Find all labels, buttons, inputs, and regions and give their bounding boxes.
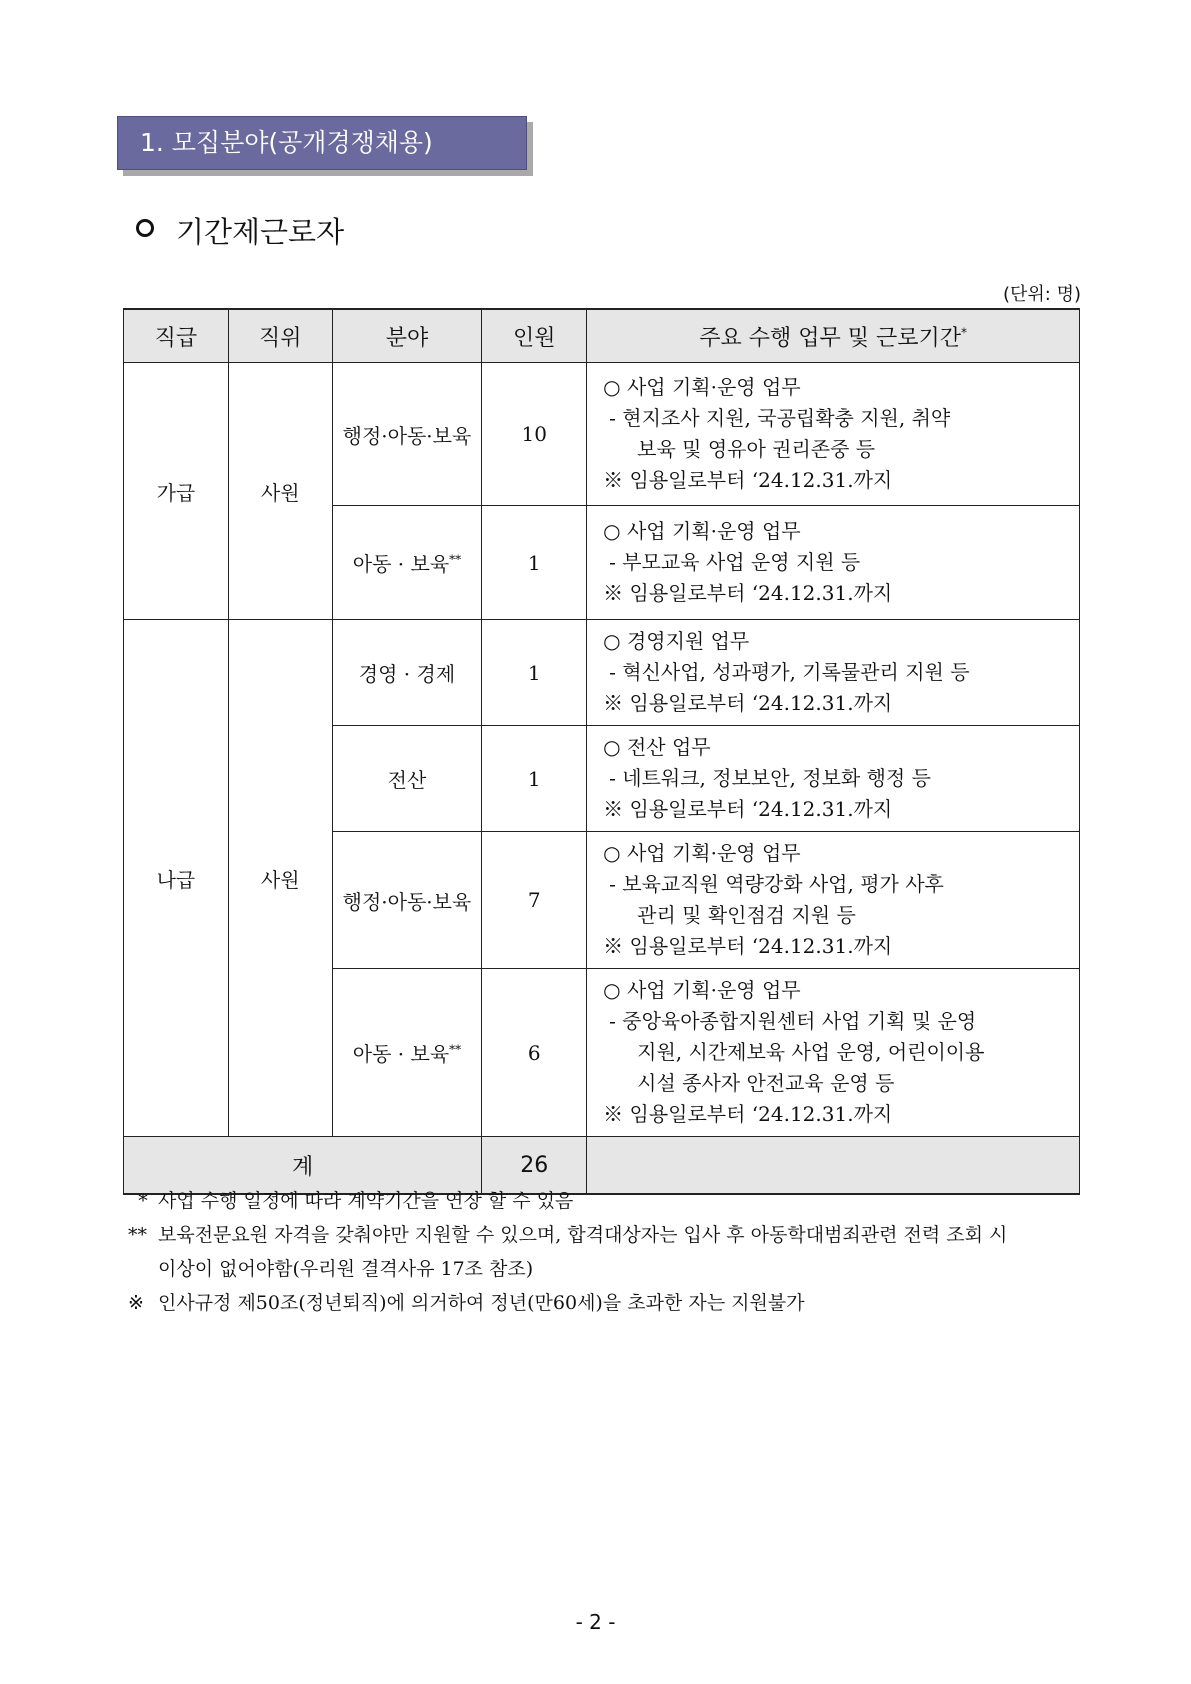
task-line: - 네트워크, 정보보안, 정보화 행정 등: [609, 766, 931, 790]
total-label: 계: [124, 1137, 482, 1195]
tasks-cell: [587, 969, 1080, 1137]
task-line: ※ 임용일로부터 ‘24.12.31.까지: [603, 934, 893, 958]
task-line: 지원, 시간제보육 사업 운영, 어린이이용: [637, 1040, 985, 1064]
field-cell: [332, 620, 482, 726]
field-text: 전산: [387, 768, 427, 792]
task-line: ○ 사업 기획·운영 업무: [603, 375, 801, 399]
table-row: [124, 363, 1080, 506]
task-line: ○ 전산 업무: [603, 735, 711, 759]
footnote: [128, 1218, 1007, 1252]
field-text: 아동 · 보육: [352, 552, 450, 576]
task-line: - 중앙육아종합지원센터 사업 기획 및 운영: [609, 1009, 977, 1033]
header-tasks: [587, 309, 1080, 363]
footnote-mark: **: [128, 1224, 147, 1246]
section-title-box: [117, 116, 527, 170]
field-cell: [332, 832, 482, 969]
field-mark: **: [449, 552, 462, 567]
recruitment-table: [123, 308, 1080, 1195]
tasks-cell: [587, 832, 1080, 969]
table-row: [124, 620, 1080, 726]
task-line: 관리 및 확인점검 지원 등: [637, 903, 856, 927]
task-line: ○ 사업 기획·운영 업무: [603, 841, 801, 865]
header-position: 직위: [228, 309, 332, 363]
field-cell: [332, 726, 482, 832]
footnote-text: 보육전문요원 자격을 갖춰야만 지원할 수 있으며, 합격대상자는 입사 후 아동학대범죄관련 전력 조회 시: [158, 1224, 1008, 1246]
task-line: - 현지조사 지원, 국공립확충 지원, 취약: [609, 406, 951, 430]
field-text: 경영 · 경제: [358, 662, 456, 686]
header-count: 인원: [482, 309, 587, 363]
footnote-text: 인사규정 제50조(정년퇴직)에 의거하여 정년(만60세)을 초과한 자는 지원불가: [158, 1292, 805, 1314]
tasks-cell: [587, 726, 1080, 832]
header-field: 분야: [332, 309, 482, 363]
grade-cell: 나급: [124, 620, 229, 1137]
count-cell: 1: [482, 726, 587, 832]
field-cell: [332, 363, 482, 506]
count-cell: 1: [482, 620, 587, 726]
field-text: 행정·아동·보육: [342, 423, 472, 448]
count-cell: 6: [482, 969, 587, 1137]
field-mark: **: [449, 1042, 462, 1057]
page-number: - 2 -: [575, 1610, 616, 1634]
footnote-text: 사업 수행 일정에 따라 계약기간을 연장 할 수 있음: [158, 1190, 574, 1212]
task-line: ※ 임용일로부터 ‘24.12.31.까지: [603, 691, 893, 715]
unit-label: (단위: 명): [1003, 284, 1081, 305]
header-tasks-text: 주요 수행 업무 및 근로기간: [699, 325, 961, 351]
footnote: [128, 1184, 1007, 1218]
grade-cell: 가급: [124, 363, 229, 620]
count-cell: 10: [482, 363, 587, 506]
header-grade: 직급: [124, 309, 229, 363]
footnote-continuation: 이상이 없어야함(우리원 결격사유 17조 참조): [158, 1258, 534, 1280]
total-count: 26: [482, 1137, 587, 1195]
task-line: ※ 임용일로부터 ‘24.12.31.까지: [603, 1102, 893, 1126]
task-line: - 보육교직원 역량강화 사업, 평가 사후: [609, 872, 944, 896]
task-line: ※ 임용일로부터 ‘24.12.31.까지: [603, 797, 893, 821]
footnote: [128, 1286, 1007, 1320]
tasks-cell: [587, 506, 1080, 620]
table-header-row: [124, 309, 1080, 363]
task-line: ※ 임용일로부터 ‘24.12.31.까지: [603, 581, 893, 605]
subtitle-text: 기간제근로자: [176, 215, 345, 249]
task-line: 시설 종사자 안전교육 운영 등: [637, 1071, 895, 1095]
position-cell: 사원: [228, 363, 332, 620]
task-line: - 부모교육 사업 운영 지원 등: [609, 550, 861, 574]
footnote-mark: ※: [128, 1292, 144, 1314]
position-cell: 사원: [228, 620, 332, 1137]
task-line: ○ 경영지원 업무: [603, 629, 750, 653]
field-text: 아동 · 보육: [352, 1042, 450, 1066]
section-title: 1. 모집분야(공개경쟁채용): [140, 128, 433, 157]
task-line: ○ 사업 기획·운영 업무: [603, 519, 801, 543]
footnote-mark: *: [138, 1190, 148, 1212]
count-cell: 1: [482, 506, 587, 620]
count-cell: 7: [482, 832, 587, 969]
task-line: - 혁신사업, 성과평가, 기록물관리 지원 등: [609, 660, 970, 684]
tasks-cell: [587, 363, 1080, 506]
task-line: ○ 사업 기획·운영 업무: [603, 978, 801, 1002]
tasks-cell: [587, 620, 1080, 726]
field-cell: [332, 506, 482, 620]
subtitle: [136, 210, 344, 251]
footnotes: [128, 1184, 1007, 1320]
field-text: 행정·아동·보육: [342, 889, 472, 914]
circle-bullet-icon: [136, 219, 154, 237]
task-line: 보육 및 영유아 권리존중 등: [637, 437, 876, 461]
field-cell: [332, 969, 482, 1137]
task-line: ※ 임용일로부터 ‘24.12.31.까지: [603, 468, 893, 492]
header-tasks-mark: *: [960, 325, 967, 340]
